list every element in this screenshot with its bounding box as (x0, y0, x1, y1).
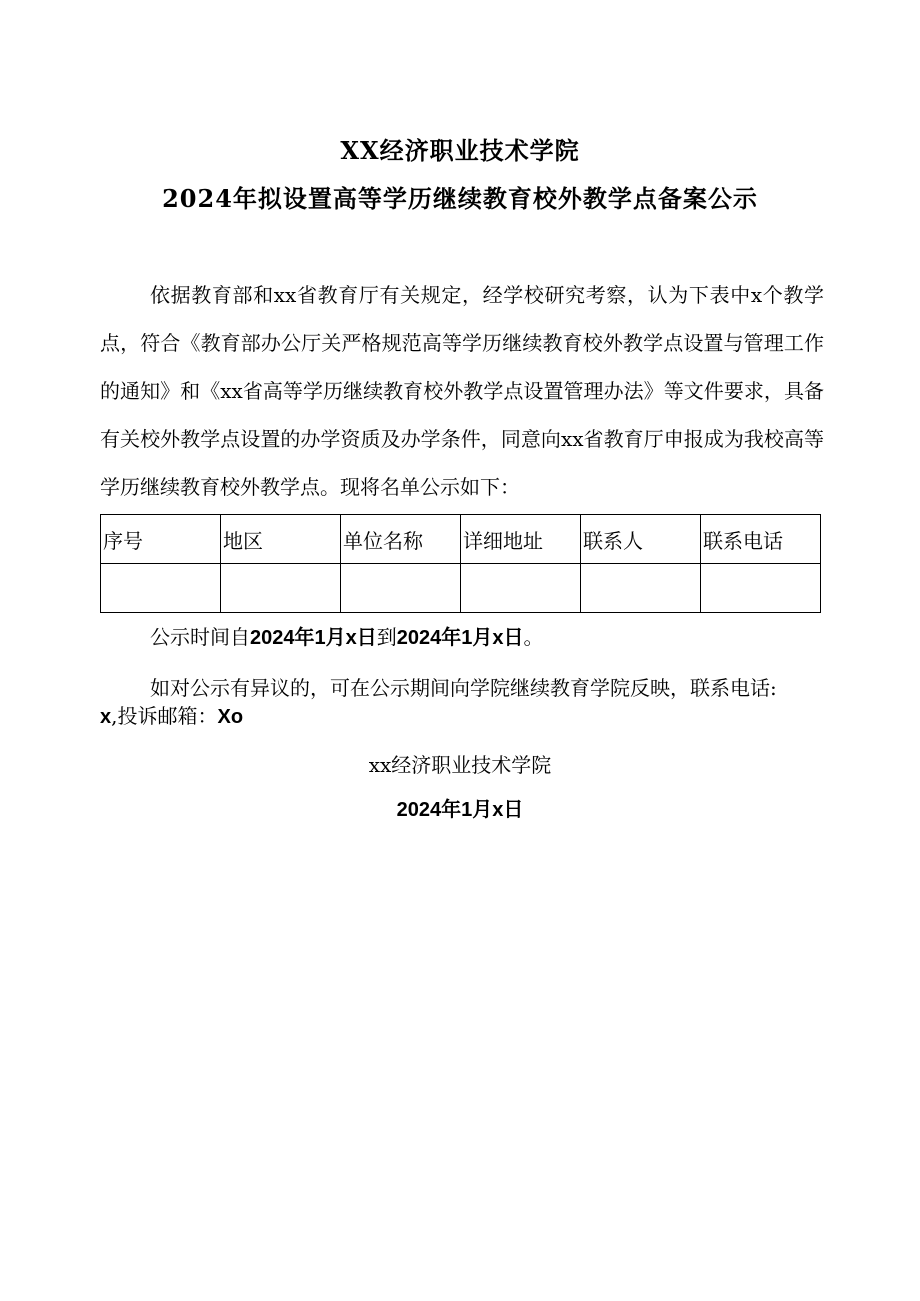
header-address: 详细地址 (461, 515, 581, 564)
intro-paragraph: 依据教育部和xx省教育厅有关规定，经学校研究考察，认为下表中x个教学点，符合《教育部办公厅关严格规范高等学历继续教育校外教学点设置与管理工作的通知》和《xx省高等学历继续教育校外教学点设置管理办法》等文件要求，具备有关校外教学点设置的办学资质及办学条件，同意向xx省教育厅申报成为我校高等学历继续教育校外教学点。现将名单公示如下： (100, 283, 824, 499)
table-cell (701, 564, 821, 613)
contact-phone: x (100, 706, 112, 728)
complaint-email: Xo (217, 706, 244, 728)
header-unit-name: 单位名称 (341, 515, 461, 564)
objection-notice: 如对公示有异议的，可在公示期间向学院继续教育学院反映，联系电话: (150, 676, 777, 700)
table-header-row (101, 515, 821, 564)
title-institution: XX经济职业技术学院 (340, 136, 580, 165)
table-cell (341, 564, 461, 613)
period-suffix: 。 (523, 625, 544, 649)
objection-contact (100, 701, 243, 732)
table-cell (221, 564, 341, 613)
header-contact-phone: 联系电话 (701, 515, 821, 564)
table-cell (461, 564, 581, 613)
header-region: 地区 (221, 515, 341, 564)
signature-date: 2024年1月x日 (396, 799, 524, 821)
table-cell (101, 564, 221, 613)
period-end-date: 2024年1月x日 (396, 627, 524, 649)
period-prefix: 公示时间自 (150, 625, 250, 649)
header-contact-person: 联系人 (581, 515, 701, 564)
table-cell (581, 564, 701, 613)
email-label: ,投诉邮箱： (111, 704, 218, 728)
header-serial-number: 序号 (101, 515, 221, 564)
announcement-period (150, 622, 544, 653)
table-row (101, 564, 821, 613)
period-start-date: 2024年1月x日 (250, 627, 377, 649)
title-announcement: 2024年拟设置高等学历继续教育校外教学点备案公示 (162, 184, 758, 213)
teaching-site-table (100, 514, 821, 613)
period-connector: 到 (376, 625, 397, 649)
signature-organization: xx经济职业技术学院 (368, 753, 552, 777)
